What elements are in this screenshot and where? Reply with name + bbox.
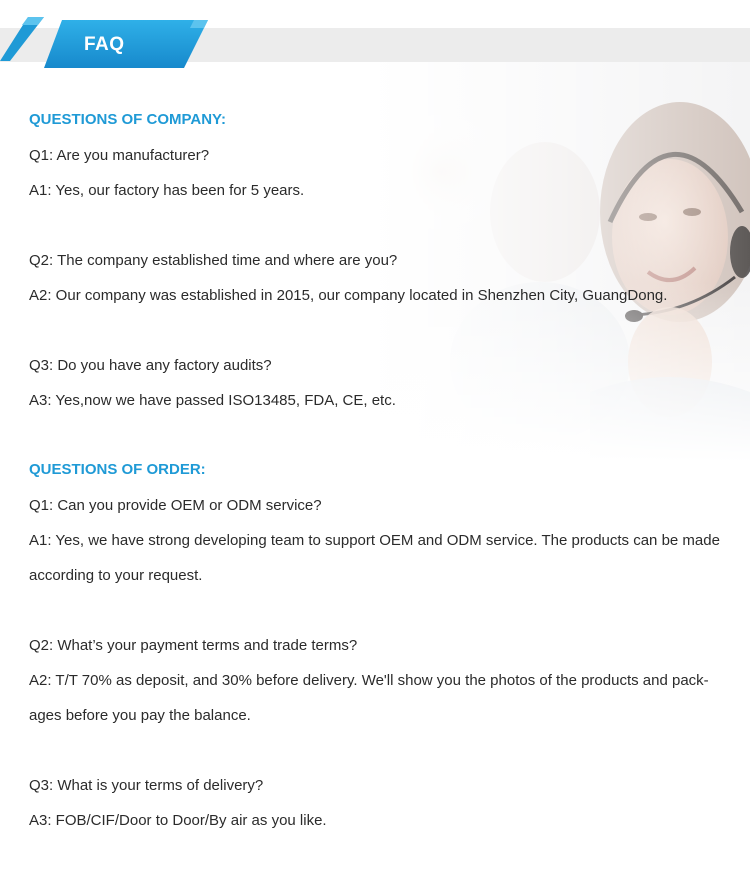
- order-answer-3: A3: FOB/CIF/Door to Door/By air as you like.: [29, 812, 327, 829]
- company-answer-2: A2: Our company was established in 2015, our company located in Shenzhen City, GuangDong.: [29, 287, 668, 304]
- customer-service-photo: [370, 62, 750, 462]
- header-arrow-icon: [0, 17, 50, 61]
- order-question-1: Q1: Can you provide OEM or ODM service?: [29, 497, 322, 514]
- company-answer-3: A3: Yes,now we have passed ISO13485, FDA, CE, etc.: [29, 392, 396, 409]
- order-question-3: Q3: What is your terms of delivery?: [29, 777, 264, 794]
- order-answer-1-line-2: according to your request.: [29, 567, 203, 584]
- company-question-1: Q1: Are you manufacturer?: [29, 147, 210, 164]
- company-question-2: Q2: The company established time and where are you?: [29, 252, 398, 269]
- page-title: FAQ: [84, 34, 125, 55]
- order-answer-2-line-1: A2: T/T 70% as deposit, and 30% before delivery. We'll show you the photos of the products and pack-: [29, 672, 709, 689]
- company-question-3: Q3: Do you have any factory audits?: [29, 357, 272, 374]
- order-answer-2-line-2: ages before you pay the balance.: [29, 707, 251, 724]
- header-tab: [44, 20, 208, 68]
- company-answer-1: A1: Yes, our factory has been for 5 years.: [29, 182, 305, 199]
- order-answer-1-line-1: A1: Yes, we have strong developing team to support OEM and ODM service. The products can be made: [29, 532, 720, 549]
- order-question-2: Q2: What’s your payment terms and trade terms?: [29, 637, 358, 654]
- section-heading-order: QUESTIONS OF ORDER:: [29, 461, 206, 478]
- section-heading-company: QUESTIONS OF COMPANY:: [29, 111, 226, 128]
